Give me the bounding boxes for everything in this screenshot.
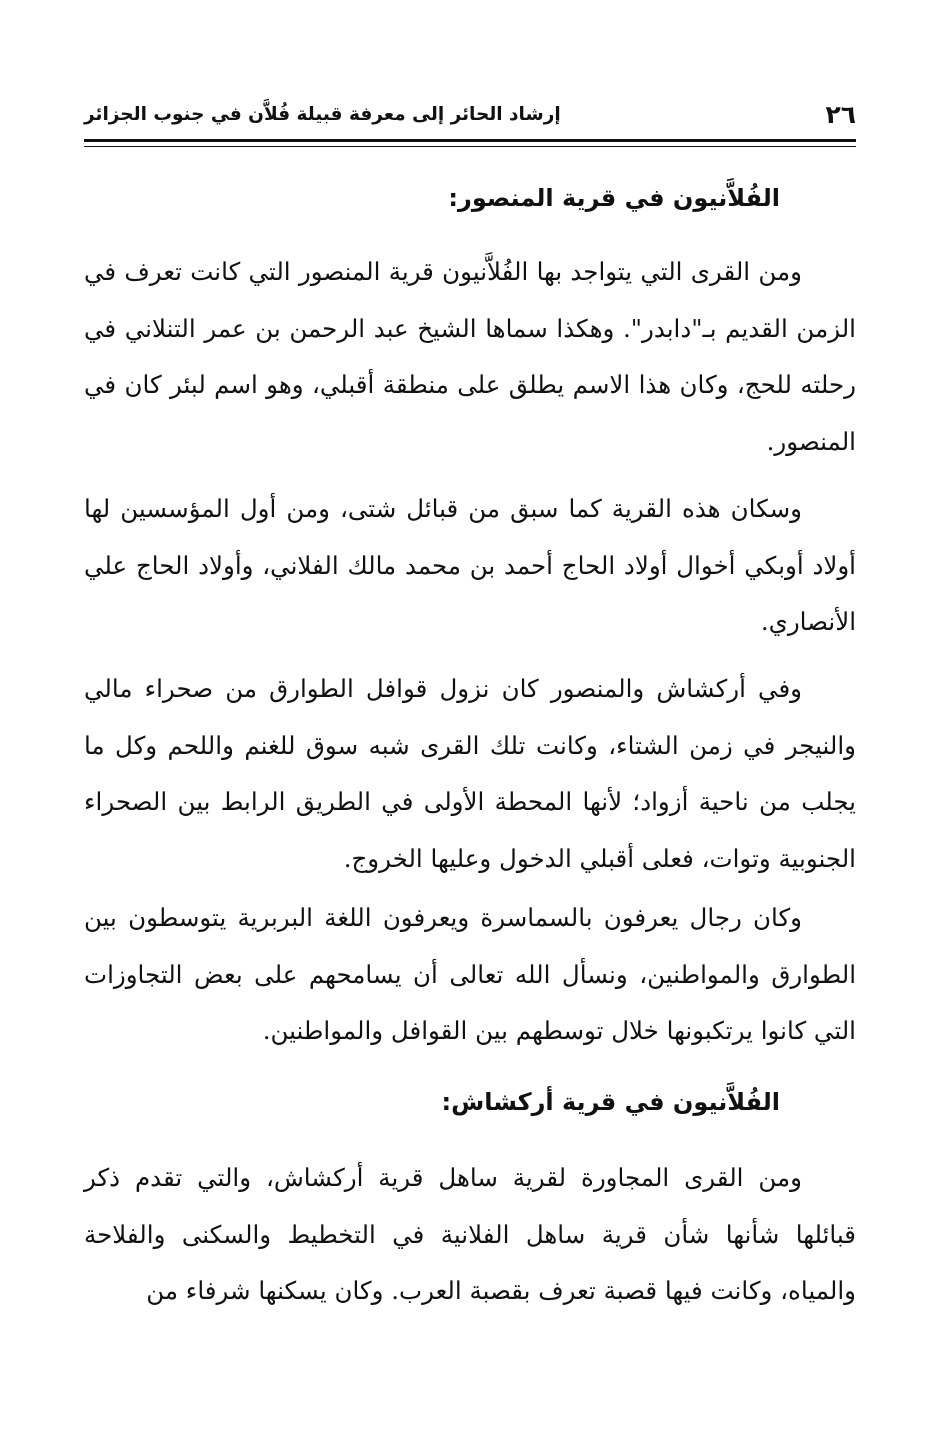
header-rule-thin — [84, 146, 856, 147]
section-heading-arkchach: الفُلاَّنيون في قرية أركشاش: — [441, 1088, 780, 1116]
paragraph-text: وفي أركشاش والمنصور كان نزول قوافل الطوارق من صحراء مالي والنيجر في زمن الشتاء، وكانت تلك القرى شبه سوق للغنم واللحم وكل ما يجلب من ناحية أزواد؛ لأنها المحطة الأولى في الطريق الرابط بين الصحراء الجنوبية وتوات، فعلى أقبلي الدخول وعليها الخروج. — [84, 674, 856, 873]
paragraph-text: وسكان هذه القرية كما سبق من قبائل شتى، ومن أول المؤسسين لها أولاد أوبكي أخوال أولاد الحاج أحمد بن محمد مالك الفلاني، وأولاد الحاج علي الأنصاري. — [84, 494, 856, 636]
running-header — [84, 96, 856, 132]
page-number: ٢٦ — [825, 99, 856, 129]
header-rule-thick — [84, 139, 856, 142]
paragraph-text: ومن القرى التي يتواجد بها الفُلاَّنيون قرية المنصور التي كانت تعرف في الزمن القديم بـ"دابدر". وهكذا سماها الشيخ عبد الرحمن بن عمر التنلاني في رحلته للحج، وكان هذا الاسم يطلق على منطقة أقبلي، وهو اسم لبئر كان في المنصور. — [84, 257, 856, 456]
running-title: إرشاد الحائر إلى معرفة قبيلة فُلاَّن في جنوب الجزائر — [84, 103, 561, 125]
paragraph — [84, 890, 856, 1060]
section-heading-mansour: الفُلاَّنيون في قرية المنصور: — [448, 184, 780, 212]
paragraph — [84, 661, 856, 887]
paragraph — [84, 481, 856, 651]
book-page — [84, 0, 856, 1454]
paragraph — [84, 244, 856, 470]
paragraph-text: ومن القرى المجاورة لقرية ساهل قرية أركشاش، والتي تقدم ذكر قبائلها شأنها شأن قرية ساهل الفلانية في التخطيط والسكنى والفلاحة والمياه، وكانت فيها قصبة تعرف بقصبة العرب. وكان يسكنها شرفاء من — [84, 1163, 856, 1305]
paragraph-text: وكان رجال يعرفون بالسماسرة ويعرفون اللغة البربرية يتوسطون بين الطوارق والمواطنين، ونسأل الله تعالى أن يسامحهم على بعض التجاوزات التي كانوا يرتكبونها خلال توسطهم بين القوافل والمواطنين. — [84, 903, 856, 1045]
paragraph — [84, 1150, 856, 1320]
